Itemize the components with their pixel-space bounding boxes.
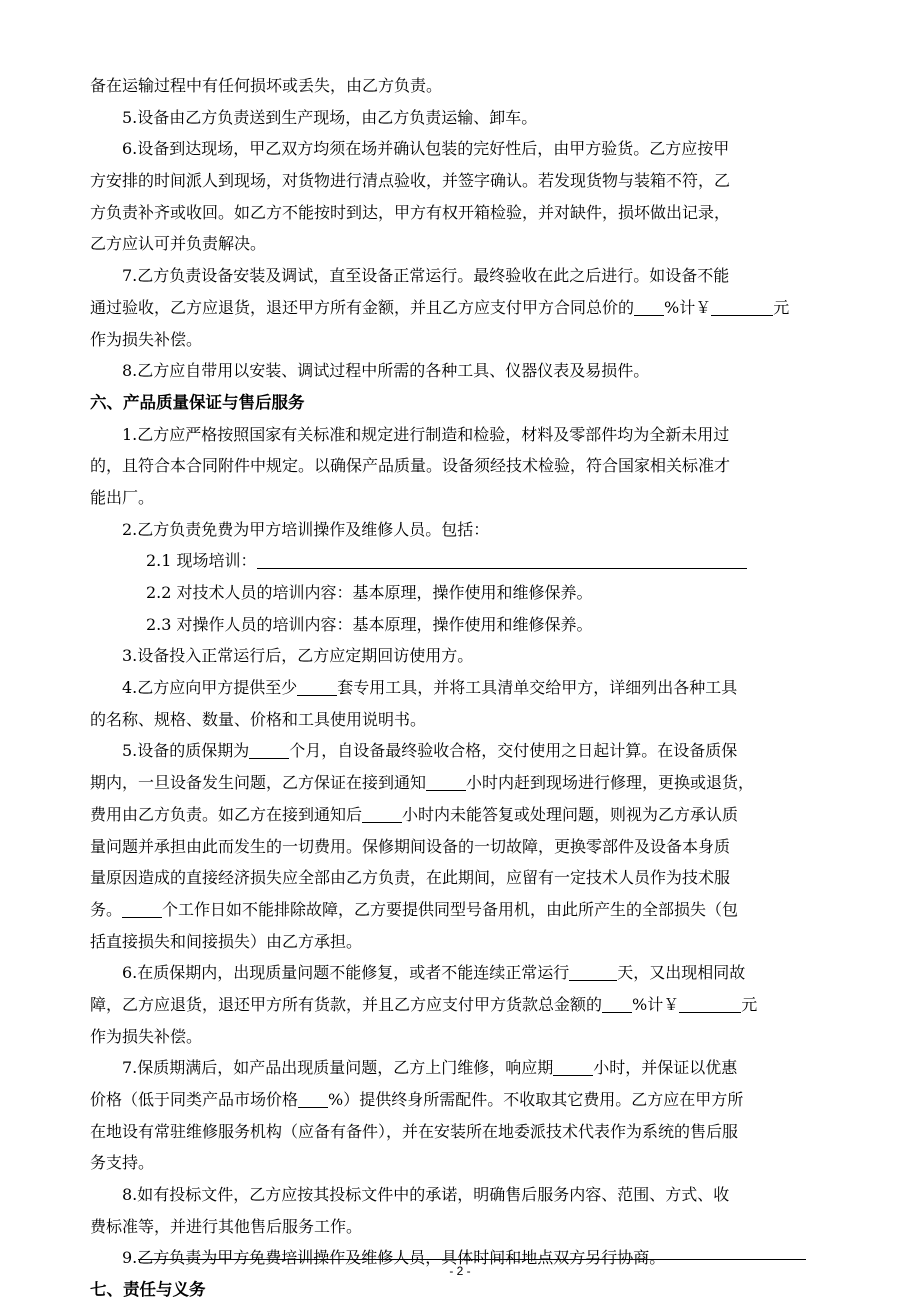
quality-clause-1: 1.乙方应严格按照国家有关标准和规定进行制造和检验，材料及零部件均为全新未用过 bbox=[122, 424, 730, 444]
quality-clause-7 bbox=[90, 1052, 835, 1084]
text-line: 作为损失补偿。 bbox=[90, 329, 203, 349]
section-heading-six: 六、产品质量保证与售后服务 bbox=[90, 392, 305, 412]
text-line: 括直接损失和间接损失）由乙方承担。 bbox=[90, 931, 363, 951]
text-line: 备在运输过程中有任何损坏或丢失，由乙方负责。 bbox=[90, 76, 443, 95]
quality-clause-4 bbox=[90, 672, 835, 704]
text-fragment: 费用由乙方负责。如乙方在接到通知后 bbox=[90, 804, 363, 824]
text-line: 量问题并承担由此而发生的一切费用。保修期间设备的一切故障，更换零部件及设备本身质 bbox=[90, 836, 731, 856]
text-line bbox=[90, 894, 835, 926]
text-line: 在地设有常驻维修服务机构（应备有备件），并在安装所在地委派技术代表作为系统的售后服 bbox=[90, 1121, 739, 1141]
text-fragment: 小时内赶到现场进行修理，更换或退货， bbox=[466, 773, 755, 793]
text-fragment: 元 bbox=[773, 297, 790, 317]
blank-field bbox=[634, 297, 664, 316]
text-line: 量原因造成的直接经济损失应全部由乙方负责，在此期间，应留有一定技术人员作为技术服 bbox=[90, 868, 731, 888]
text-fragment: %计￥ bbox=[632, 994, 680, 1014]
clause-6: 6.设备到达现场，甲乙双方均须在场并确认包装的完好性后，由甲方验货。乙方应按甲 bbox=[122, 139, 730, 159]
text-fragment: 元 bbox=[741, 994, 758, 1014]
text-fragment: 障，乙方应退货，退还甲方所有货款，并且乙方应支付甲方货款总金额的 bbox=[90, 994, 603, 1014]
text-line: 的，且符合本合同附件中规定。以确保产品质量。设备须经技术检验，符合国家相关标准才 bbox=[90, 456, 731, 476]
blank-field bbox=[426, 772, 466, 791]
clause-8: 8.乙方应自带用以安装、调试过程中所需的各种工具、仪器仪表及易损件。 bbox=[122, 361, 650, 381]
blank-field bbox=[679, 994, 741, 1013]
blank-field bbox=[602, 994, 632, 1013]
footer-divider bbox=[138, 1259, 806, 1260]
blank-field bbox=[569, 962, 617, 981]
text-fragment: 6.在质保期内，出现质量问题不能修复，或者不能连续正常运行 bbox=[122, 963, 570, 983]
blank-field bbox=[249, 740, 289, 759]
blank-field bbox=[257, 550, 747, 569]
text-fragment: 7.保质期满后，如产品出现质量问题，乙方上门维修，响应期 bbox=[122, 1058, 554, 1078]
text-fragment: 2.1 现场培训： bbox=[146, 551, 257, 571]
text-line bbox=[90, 799, 835, 831]
text-line bbox=[90, 292, 835, 324]
text-line: 费标准等，并进行其他售后服务工作。 bbox=[90, 1216, 363, 1236]
text-line: 务支持。 bbox=[90, 1153, 155, 1173]
document-page bbox=[90, 70, 835, 1306]
text-line: 方负责补齐或收回。如乙方不能按时到达，甲方有权开箱检验，并对缺件，损坏做出记录， bbox=[90, 202, 731, 222]
quality-clause-6 bbox=[90, 957, 835, 989]
quality-clause-5 bbox=[90, 735, 835, 767]
section-heading-seven: 七、责任与义务 bbox=[90, 1280, 206, 1300]
clause-5: 5.设备由乙方负责送到生产现场，由乙方负责运输、卸车。 bbox=[122, 107, 538, 127]
text-fragment: 套专用工具，并将工具清单交给甲方，详细列出各种工具 bbox=[337, 678, 738, 698]
text-fragment: 4.乙方应向甲方提供至少 bbox=[122, 678, 298, 698]
text-fragment: 期内，一旦设备发生问题，乙方保证在接到通知 bbox=[90, 773, 427, 793]
training-item-2-3: 2.3 对操作人员的培训内容：基本原理，操作使用和维修保养。 bbox=[146, 614, 593, 634]
quality-clause-9: 9.乙方负责为甲方免费培训操作及维修人员，具体时间和地点双方另行协商。 bbox=[122, 1248, 666, 1268]
text-fragment: 个工作日如不能排除故障，乙方要提供同型号备用机，由此所产生的全部损失（包 bbox=[162, 899, 739, 919]
quality-clause-3: 3.设备投入正常运行后，乙方应定期回访使用方。 bbox=[122, 646, 474, 666]
blank-field bbox=[362, 804, 402, 823]
text-fragment: 通过验收，乙方应退货，退还甲方所有金额，并且乙方应支付甲方合同总价的 bbox=[90, 297, 635, 317]
page-number: - 2 - bbox=[449, 1264, 471, 1278]
text-line bbox=[90, 767, 835, 799]
blank-field bbox=[297, 677, 337, 696]
text-line: 能出厂。 bbox=[90, 487, 155, 507]
quality-clause-2: 2.乙方负责免费为甲方培训操作及维修人员。包括： bbox=[122, 519, 490, 539]
blank-field bbox=[122, 899, 162, 918]
text-line: 方安排的时间派人到现场，对货物进行清点验收，并签字确认。若发现货物与装箱不符，乙 bbox=[90, 171, 731, 191]
clause-7: 7.乙方负责设备安装及调试，直至设备正常运行。最终验收在此之后进行。如设备不能 bbox=[122, 266, 730, 286]
text-fragment: 5.设备的质保期为 bbox=[122, 741, 250, 761]
text-fragment: 天，又出现相同故 bbox=[617, 963, 746, 983]
training-item-2-2: 2.2 对技术人员的培训内容：基本原理，操作使用和维修保养。 bbox=[146, 583, 593, 602]
text-line: 作为损失补偿。 bbox=[90, 1026, 203, 1046]
text-fragment: 个月，自设备最终验收合格，交付使用之日起计算。在设备质保 bbox=[289, 741, 738, 761]
text-fragment: 小时内未能答复或处理问题，则视为乙方承认质 bbox=[402, 804, 739, 824]
quality-clause-8: 8.如有投标文件，乙方应按其投标文件中的承诺，明确售后服务内容、范围、方式、收 bbox=[122, 1185, 730, 1205]
text-fragment: 价格（低于同类产品市场价格 bbox=[90, 1090, 299, 1109]
text-fragment: 务。 bbox=[90, 899, 123, 919]
text-line: 的名称、规格、数量、价格和工具使用说明书。 bbox=[90, 709, 427, 729]
blank-field bbox=[298, 1089, 328, 1108]
text-line: 乙方应认可并负责解决。 bbox=[90, 234, 267, 254]
text-fragment: %计￥ bbox=[664, 297, 712, 317]
text-line bbox=[90, 1084, 835, 1116]
blank-field bbox=[553, 1057, 593, 1076]
text-fragment: 小时，并保证以优惠 bbox=[593, 1058, 738, 1078]
blank-field bbox=[711, 297, 773, 316]
training-item-2-1 bbox=[90, 545, 835, 577]
text-line bbox=[90, 989, 835, 1021]
text-fragment: %）提供终身所需配件。不收取其它费用。乙方应在甲方所 bbox=[328, 1090, 744, 1109]
